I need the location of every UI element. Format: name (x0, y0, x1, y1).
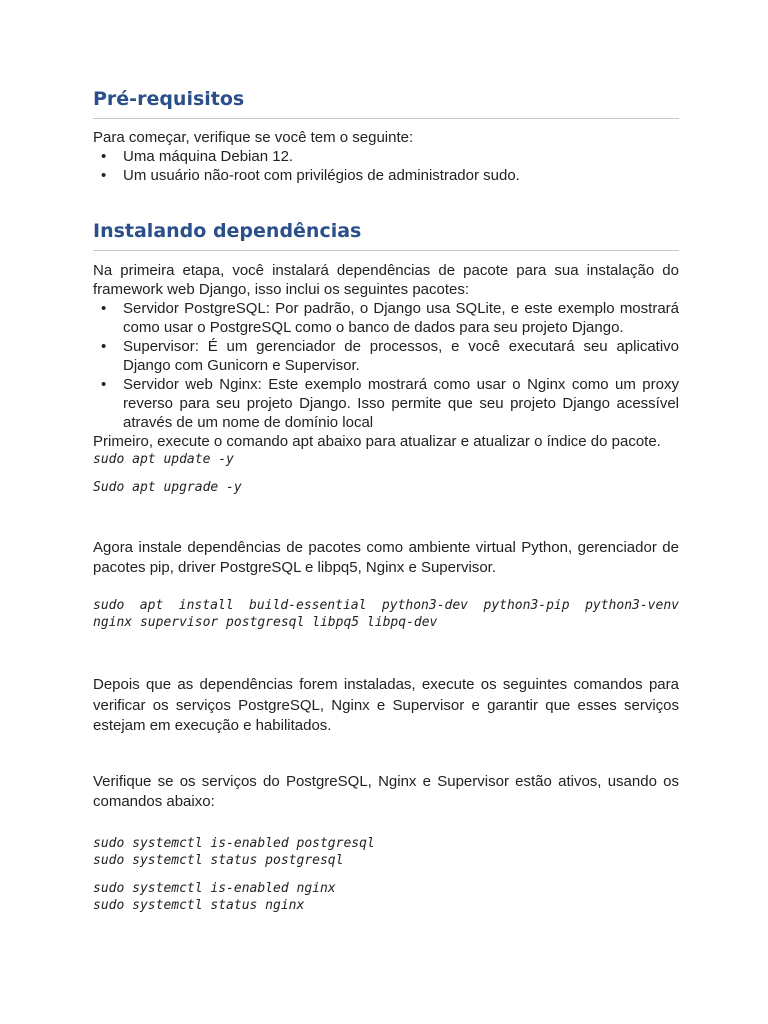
deps-list (93, 299, 679, 432)
cmd-install: sudo apt install build-essential python3-dev python3-pip python3-venv nginx supervisor postgresql libpq5 libpq-dev (93, 598, 679, 630)
install-text: Agora instale dependências de pacotes como ambiente virtual Python, gerenciador de pacotes pip, driver PostgreSQL e libpq5, Nginx e Supervisor. (93, 539, 679, 576)
cmd-upgrade: Sudo apt upgrade -y (93, 480, 242, 495)
list-item: • Servidor PostgreSQL: Por padrão, o Django usa SQLite, e este exemplo mostrará como usar o PostgreSQL como o banco de dados para seu projeto Django. (123, 299, 679, 337)
cmd-update: sudo apt update -y (93, 452, 234, 467)
list-item: • Supervisor: É um gerenciador de processos, e você executará seu aplicativo Django com Gunicorn e Supervisor. (123, 337, 679, 375)
list-item: • Um usuário não-root com privilégios de administrador sudo. (123, 166, 679, 185)
list-item: • Servidor web Nginx: Este exemplo mostrará como usar o Nginx como um proxy reverso para seu projeto Django. Isso permite que seu projeto Django acessível através de um nome de domínio local (123, 375, 679, 432)
update-text: Primeiro, execute o comando apt abaixo para atualizar e atualizar o índice do pacote. (93, 433, 661, 450)
prereq-list (93, 147, 679, 185)
deps-intro: Na primeira etapa, você instalará dependências de pacote para sua instalação do framework web Django, isso inclui os seguintes pacotes: (93, 262, 679, 298)
cmd-pg-enabled: sudo systemctl is-enabled postgresql (93, 835, 375, 851)
cmd-nginx-status: sudo systemctl status nginx (93, 897, 305, 913)
list-item: • Uma máquina Debian 12. (123, 147, 679, 166)
document-page (93, 86, 679, 914)
heading-prerequisites: Pré-requisitos (93, 86, 679, 119)
cmd-pg-status: sudo systemctl status postgresql (93, 852, 344, 868)
verify-text: Verifique se os serviços do PostgreSQL, Nginx e Supervisor estão ativos, usando os comandos abaixo: (93, 772, 679, 810)
prereq-intro: Para começar, verifique se você tem o seguinte: (93, 129, 414, 146)
heading-dependencies: Instalando dependências (93, 218, 679, 251)
after-install-text: Depois que as dependências forem instaladas, execute os seguintes comandos para verificar os serviços PostgreSQL, Nginx e Supervisor e garantir que esses serviços estejam em execução e habilitados. (93, 676, 679, 734)
cmd-nginx-enabled: sudo systemctl is-enabled nginx (93, 880, 336, 896)
